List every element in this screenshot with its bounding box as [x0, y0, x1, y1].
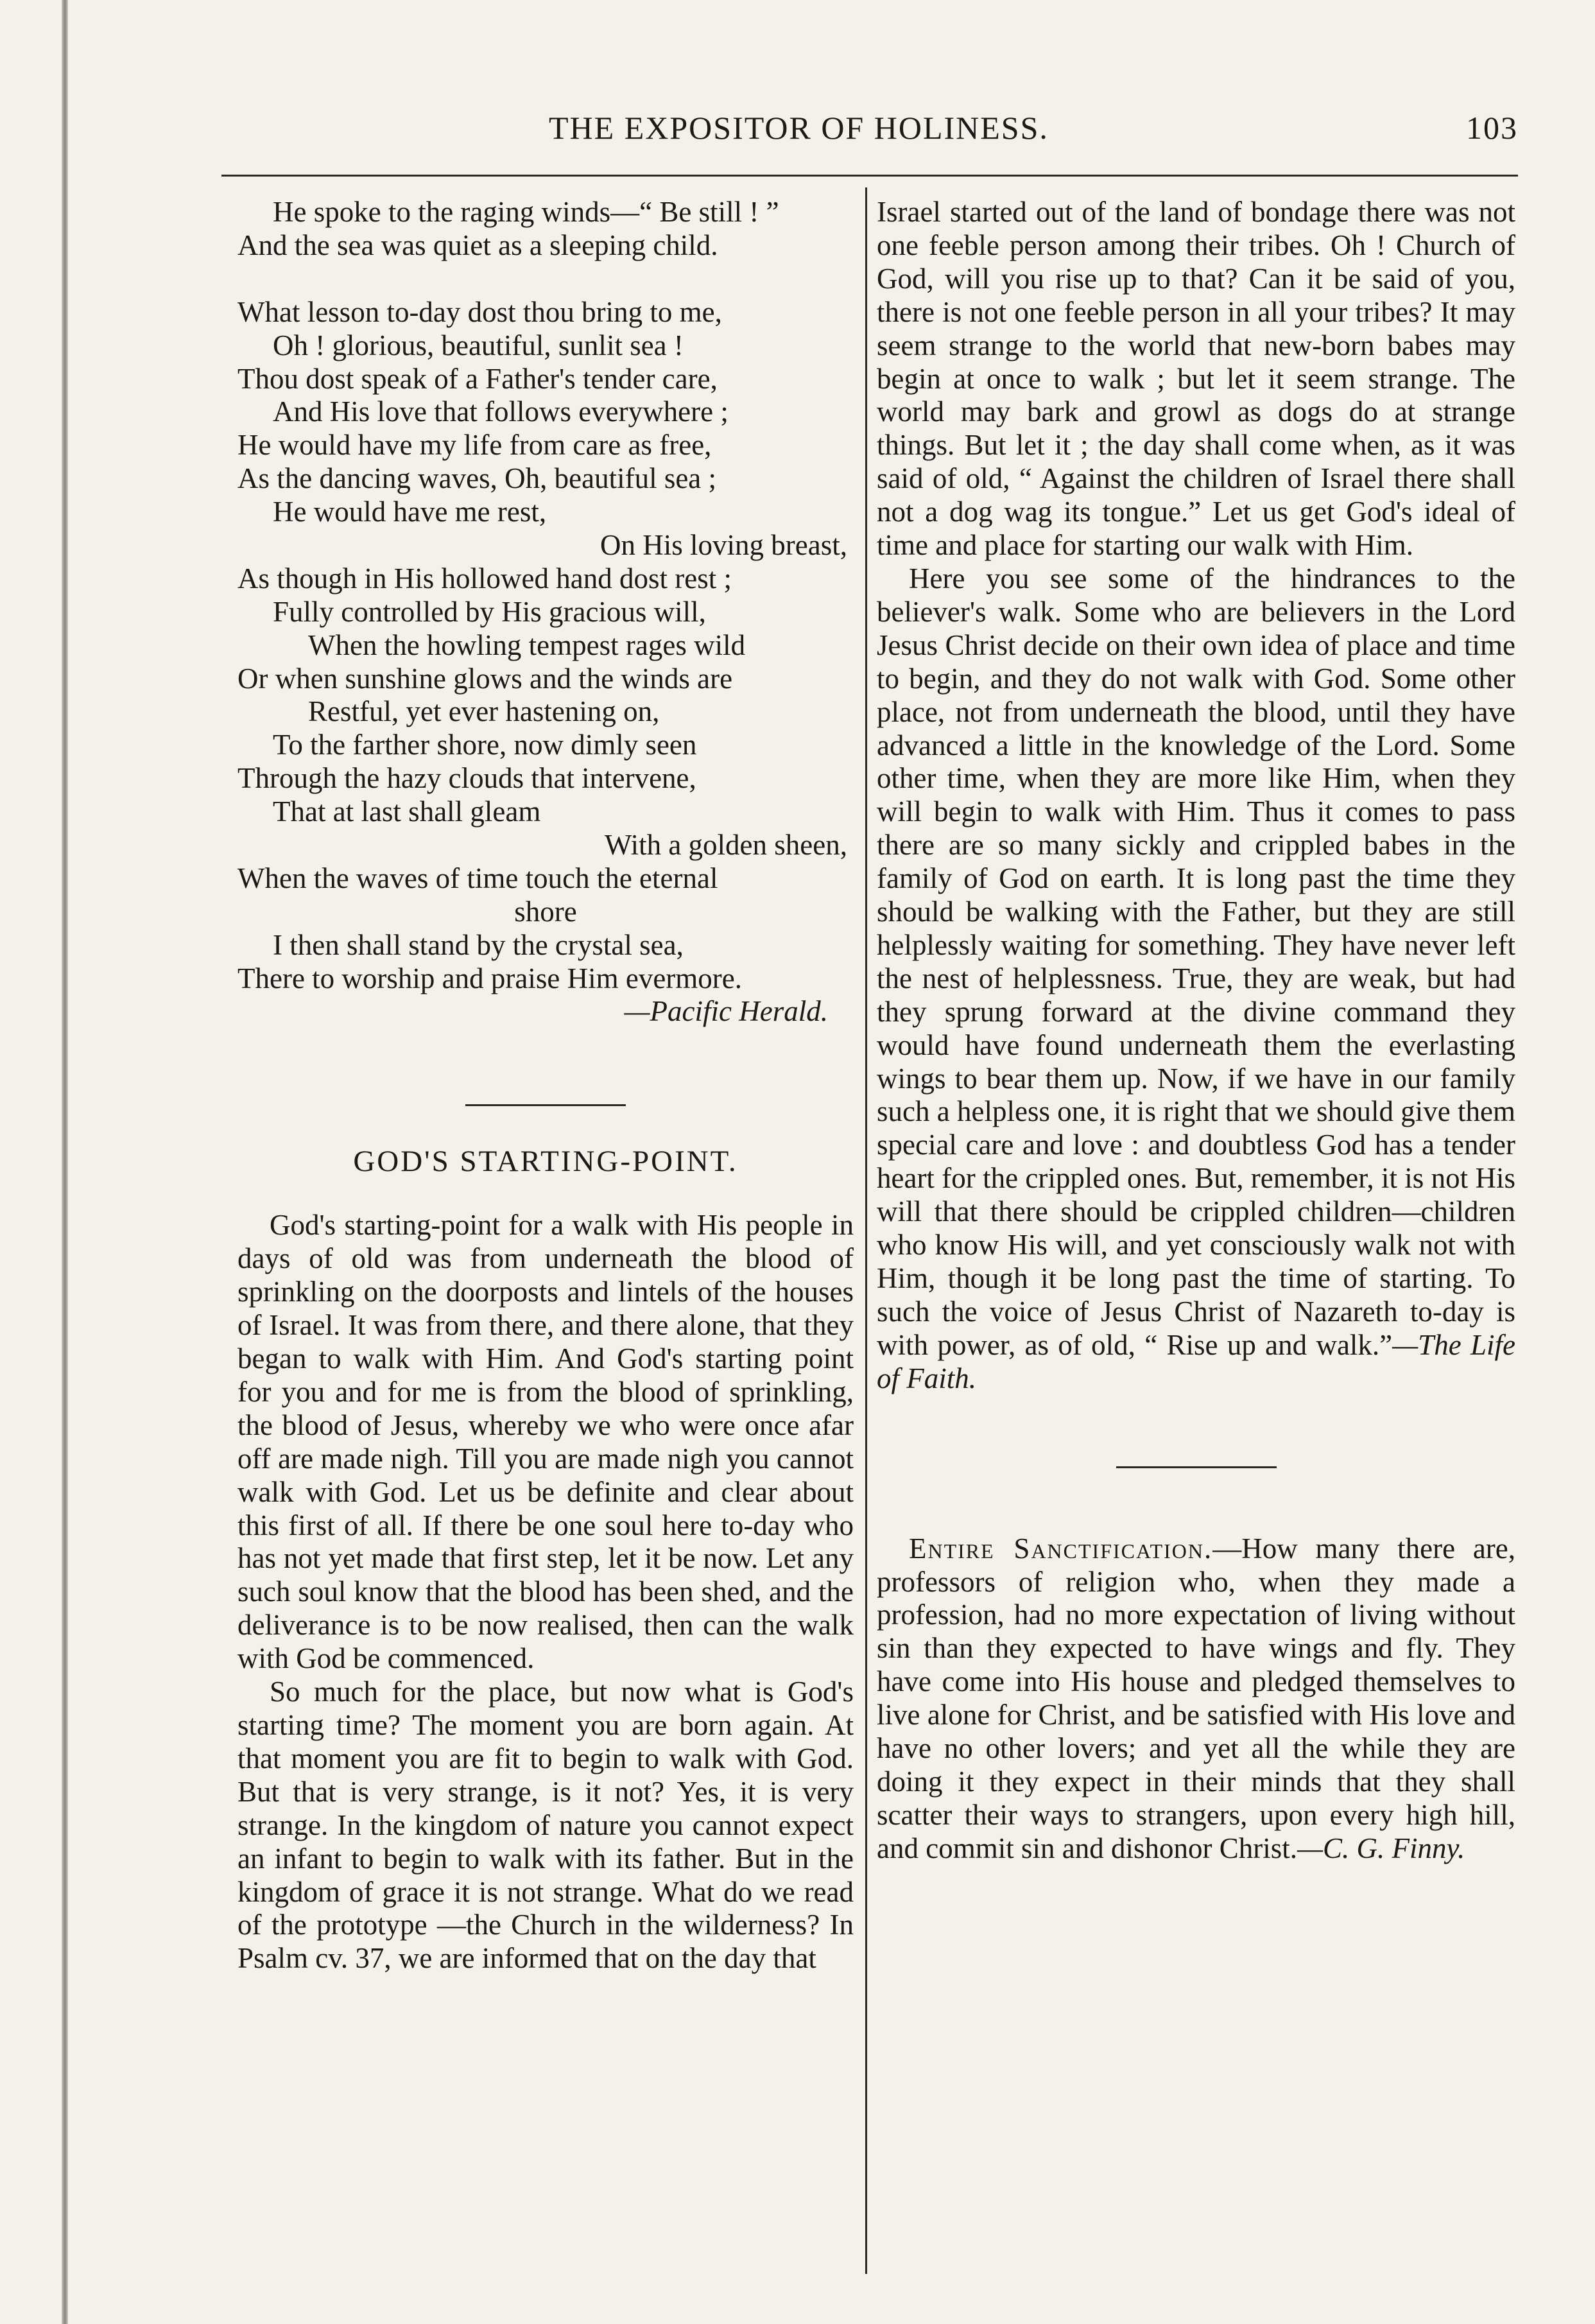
poem-line: He spoke to the raging winds—“ Be still ! ”: [273, 196, 779, 228]
header-rule: [221, 175, 1518, 177]
source-credit: —The Life of Faith.: [877, 1328, 1515, 1394]
poem-line: That at last shall gleam: [273, 795, 541, 828]
poem-line: He would have my life from care as free,: [237, 429, 712, 462]
poem-line: With a golden sheen,: [604, 829, 847, 862]
poem-line: I then shall stand by the crystal sea,: [273, 928, 684, 961]
source-credit: —C. G. Finny.: [1297, 1832, 1465, 1864]
poem-line: There to worship and praise Him evermore.: [237, 962, 742, 994]
article-heading: GOD'S STARTING-POINT.: [353, 1145, 738, 1179]
poem-line: As the dancing waves, Oh, beautiful sea ;: [237, 462, 717, 495]
column-divider: [865, 187, 867, 2274]
poem-line: Restful, yet ever hastening on,: [308, 695, 660, 728]
article-paragraph: Israel started out of the land of bondage there was not one feeble person among their tribes. Oh ! Church of God, will you rise up to that? Can it be said of you, there is not one feeble person in all your tribes? It may seem strange to the world that new-born babes may begin at once to walk ; but let it seem strange. The world may bark and growl as dogs do at strange things. But let it ; the day shall come when, as it was said of old, “ Against the children of Israel there shall not a dog wag its tongue.” Let us get God's ideal of time and place for starting our walk with Him.: [877, 196, 1515, 562]
poem-line: Fully controlled by His gracious will,: [273, 595, 706, 628]
paragraph-text: Here you see some of the hindrances to the believer's walk. Some who are believers in the Lord Jesus Christ decide on their own idea of place and time to begin, and they do not walk with God. Some other place, not from underneath the blood, until they have advanced a little in the knowledge of the Lord. Some other time, when they are more like Him, when they will begin to walk with Him. Thus it comes to pass there are so many sickly and crippled babes in the family of God on earth. It is long past the time they should be walking with the Father, but they are still helplessly waiting for something. They have never left the nest of helplessness. True, they are weak, but had they sprung forward at the divine command they would have found underneath them the everlasting wings to bear them up. Now, if we have in our family such a helpless one, it is right that we should give them special care and love : and doubtless God has a tender heart for the crippled ones. But, remember, it is not His will that there should be crippled children—children who know His will, and yet consciously walk not with Him, though it be long past the time of starting. To such the voice of Jesus Christ of Nazareth to-day is with power, as of old, “ Rise up and walk.”: [877, 562, 1515, 1361]
article-paragraph: [877, 562, 1515, 1396]
poem-line: And His love that follows everywhere ;: [273, 395, 729, 428]
poem-line: On His loving breast,: [600, 529, 847, 562]
stanza-break: [237, 263, 854, 296]
poem-line: When the waves of time touch the eternal: [237, 862, 718, 894]
article-paragraph: So much for the place, but now what is God's starting time? The moment you are born again. At that moment you are fit to begin to walk with God. But that is very strange, is it not? Yes, it is very strange. In the kingdom of nature you cannot expect an infant to begin to walk with its father. But in the kingdom of grace it is not strange. What do we read of the prototype —the Church in the wilderness? In Psalm cv. 37, we are informed that on the day that: [237, 1676, 854, 1975]
entire-heading: Entire Sanctification.: [909, 1532, 1213, 1565]
poem-line: Or when sunshine glows and the winds are: [237, 662, 733, 695]
poem-line: shore: [514, 895, 577, 928]
poem-line: Through the hazy clouds that intervene,: [237, 762, 696, 795]
poem-line: As though in His hollowed hand dost rest ;: [237, 562, 732, 594]
poem: [237, 196, 854, 1028]
binding-edge: [62, 0, 68, 2324]
poem-line: And the sea was quiet as a sleeping child.: [237, 229, 718, 261]
poem-attribution: —Pacific Herald.: [624, 995, 828, 1028]
poem-line: When the howling tempest rages wild: [308, 629, 746, 661]
left-column: [237, 196, 854, 1975]
entire-sanctification-paragraph: [877, 1532, 1515, 1866]
poem-line: Oh ! glorious, beautiful, sunlit sea !: [273, 329, 684, 361]
running-header: [218, 109, 1518, 154]
right-column: [877, 196, 1515, 1866]
poem-line: What lesson to-day dost thou bring to me,: [237, 295, 722, 328]
page-number: 103: [1466, 110, 1518, 146]
poem-line: He would have me rest,: [273, 496, 547, 528]
poem-line: To the farther shore, now dimly seen: [273, 729, 697, 761]
article-paragraph: God's starting-point for a walk with His people in days of old was from underneath the blood of sprinkling on the doorposts and lintels of the houses of Israel. It was from there, and there alone, that they began to walk with Him. And God's starting point for you and for me is from the blood of sprinkling, the blood of Jesus, whereby we who were once afar off are made nigh. Till you are made nigh you cannot walk with God. Let us be definite and clear about this first of all. If there be one soul here to-day who has not yet made that first step, let it be now. Let any such soul know that the blood has been shed, and the deliverance is to be now realised, then can the walk with God be commenced.: [237, 1209, 854, 1675]
entire-body: —How many there are, professors of religion who, when they made a profession, had no more expectation of living without sin than they expected to have wings and fly. They have come into His house and pledged themselves to live alone for Christ, and be satisfied with His love and have no other lovers; and yet all the while they are doing it they expect in their minds that they shall scatter their ways to strangers, upon every high hill, and commit sin and dishonor Christ.: [877, 1532, 1516, 1864]
poem-line: Thou dost speak of a Father's tender care,: [237, 362, 718, 395]
journal-title: THE EXPOSITOR OF HOLINESS.: [549, 110, 1049, 146]
